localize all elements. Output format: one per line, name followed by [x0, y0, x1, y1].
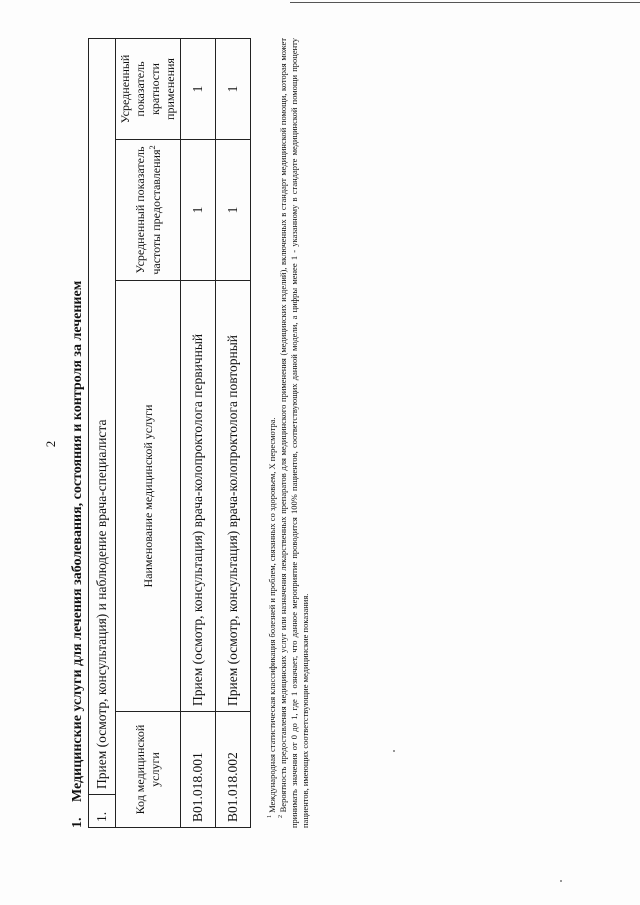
row-code: B01.018.001: [181, 712, 216, 828]
table-header-row: [116, 39, 181, 828]
footnotes: [267, 38, 311, 828]
footnote-mark: 2: [147, 145, 157, 150]
row-frequency: 1: [181, 140, 216, 281]
footnote-1-text: Международная статистическая классификация болезней и проблем, связанных со здоровьем, X пересмотра.: [267, 417, 277, 813]
header-multiplicity: Усредненный показатель кратности применения: [116, 39, 181, 140]
footnote-1: [267, 38, 278, 828]
row-multiplicity: 1: [216, 39, 251, 140]
header-frequency-text: Усредненный показатель частоты предоставления: [132, 146, 163, 275]
row-code: B01.018.002: [216, 712, 251, 828]
table-row: [181, 39, 216, 828]
subsection-title: Прием (осмотр, консультация) и наблюдение врача-специалиста: [89, 39, 116, 795]
scan-speck: [393, 750, 395, 752]
section-title: Медицинские услуги для лечения заболевания, состояния и контроля за лечением: [70, 280, 85, 802]
row-multiplicity: 1: [181, 39, 216, 140]
header-name: Наименование медицинской услуги: [116, 281, 181, 712]
row-name: Прием (осмотр, консультация) врача-колопроктолога повторный: [216, 281, 251, 712]
header-frequency: [116, 140, 181, 281]
section-number: 1.: [70, 817, 85, 828]
top-rule: [290, 2, 640, 3]
subsection-row: [89, 39, 116, 828]
subsection-number: 1.: [89, 795, 116, 828]
footnote-2-mark: 2: [278, 815, 285, 818]
row-name: Прием (осмотр, консультация) врача-колопроктолога первичный: [181, 281, 216, 712]
services-table: [88, 38, 251, 828]
footnote-2-text: Вероятность предоставления медицинских услуг или назначения лекарственных препаратов для медицинского применения (медицинских изделий), включенных в стандарт медицинской помощи, которая может принимать значения от 0 до 1, где 1 означает, что данное мероприятие проводится 100% пациентов, соответствующих данной модели, а цифры менее 1 - указанному в стандарте медицинской помощи проценту пациентов, имеющих соответствующие медицинские показания.: [277, 37, 310, 828]
section-heading: [70, 28, 86, 828]
rotated-document-body: [70, 23, 320, 828]
header-code: Код медицинской услуги: [116, 712, 181, 828]
page-number: 2: [43, 440, 58, 448]
scan-speck: [560, 880, 562, 882]
footnote-1-mark: 1: [267, 815, 274, 818]
table-row: [216, 39, 251, 828]
row-frequency: 1: [216, 140, 251, 281]
footnote-2: [278, 38, 311, 828]
